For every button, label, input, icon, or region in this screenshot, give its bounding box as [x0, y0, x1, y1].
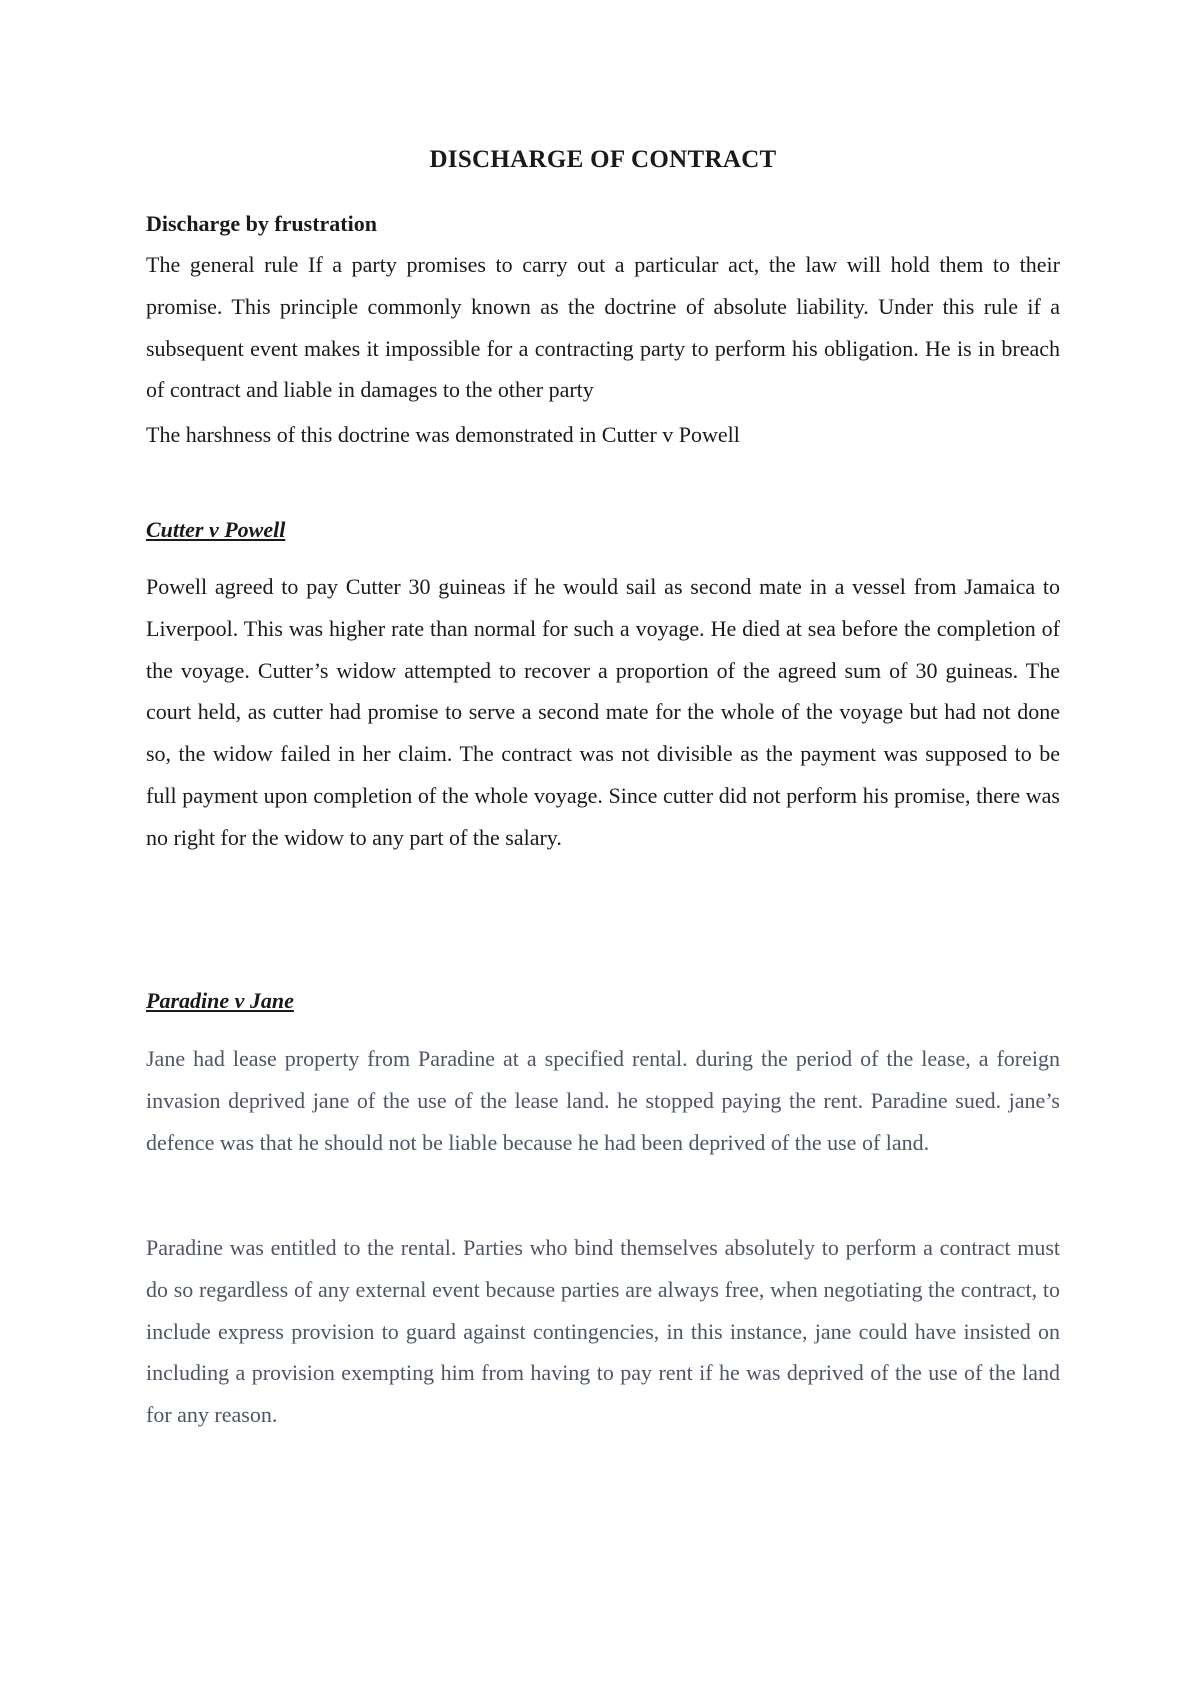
paradine-v-jane-facts-paragraph: Jane had lease property from Paradine at a specified rental. during the period of the lease, a foreign invasion deprived jane of the use of the lease land. he stopped paying the rent. Paradine sued. jane’s defence was that he should not be liable because he had been deprived of the use of land.: [146, 1046, 1060, 1155]
paradine-v-jane-holding-paragraph: Paradine was entitled to the rental. Parties who bind themselves absolutely to perform a contract must do so regardless of any external event because parties are always free, when negotiating the contract, to include express provision to guard against contingencies, in this instance, jane could have insisted on including a provision exempting him from having to pay rent if he was deprived of the use of the land for any reason.: [146, 1235, 1060, 1428]
section-heading: Discharge by frustration: [146, 211, 377, 236]
document-title: DISCHARGE OF CONTRACT: [429, 146, 777, 173]
cutter-v-powell-paragraph: Powell agreed to pay Cutter 30 guineas if he would sail as second mate in a vessel from Jamaica to Liverpool. This was higher rate than normal for such a voyage. He died at sea before the completion of the voyage. Cutter’s widow attempted to recover a proportion of the agreed sum of 30 guineas. The court held, as cutter had promise to serve a second mate for the whole of the voyage but had not done so, the widow failed in her claim. The contract was not divisible as the payment was supposed to be full payment upon completion of the whole voyage. Since cutter did not perform his promise, there was no right for the widow to any part of the salary.: [146, 574, 1060, 850]
case-heading-paradine-v-jane: Paradine v Jane: [146, 988, 294, 1013]
intro-paragraph: The general rule If a party promises to carry out a particular act, the law will hold them to their promise. This principle commonly known as the doctrine of absolute liability. Under this rule if a subsequent event makes it impossible for a contracting party to perform his obligation. He is in breach of contract and liable in damages to the other party: [146, 252, 1060, 403]
case-heading-cutter-v-powell: Cutter v Powell: [146, 517, 286, 542]
harshness-line: The harshness of this doctrine was demonstrated in Cutter v Powell: [146, 422, 740, 447]
